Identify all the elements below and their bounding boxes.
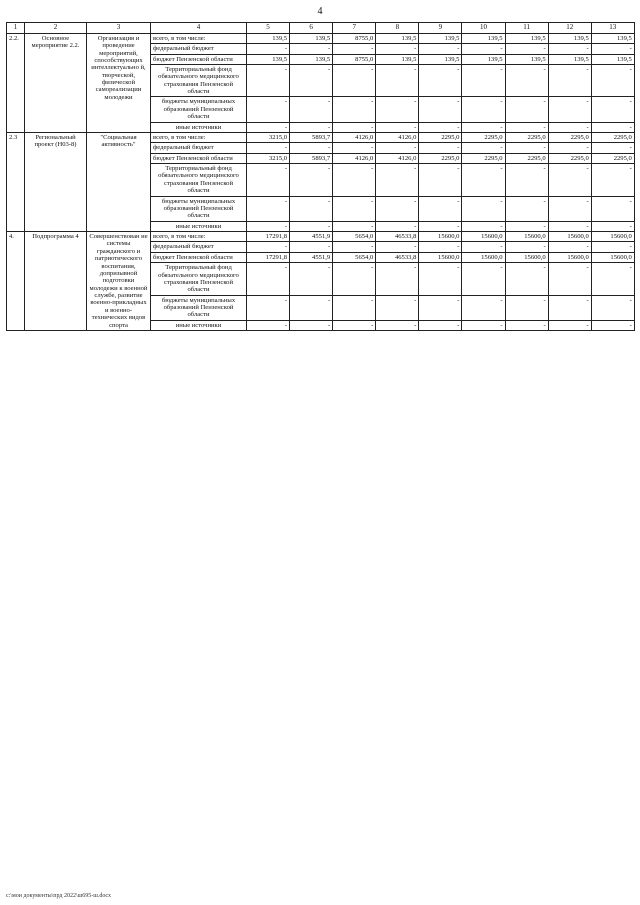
funding-value: -	[419, 44, 462, 54]
file-path-footer: c:\мои документы\прд 2022\ш695-ш.docx	[6, 893, 112, 899]
funding-value: 15600,0	[591, 232, 634, 242]
funding-value: 4126,0	[333, 132, 376, 142]
funding-value: -	[462, 64, 505, 97]
funding-value: -	[505, 242, 548, 252]
table-row	[7, 232, 635, 242]
funding-source: иные источники	[151, 221, 247, 231]
column-header-7: 7	[333, 23, 376, 34]
table-body	[7, 33, 635, 330]
funding-value: 139,5	[419, 33, 462, 43]
funding-value: -	[419, 242, 462, 252]
funding-value: -	[548, 122, 591, 132]
funding-value: -	[376, 44, 419, 54]
funding-value: -	[247, 164, 290, 197]
funding-value: -	[247, 221, 290, 231]
funding-value: -	[333, 97, 376, 122]
funding-source: всего, в том числе:	[151, 232, 247, 242]
funding-value: -	[290, 263, 333, 296]
column-header-9: 9	[419, 23, 462, 34]
funding-value: -	[462, 196, 505, 221]
funding-value: -	[462, 295, 505, 320]
funding-value: -	[333, 263, 376, 296]
column-header-1: 1	[7, 23, 25, 34]
funding-value: -	[505, 320, 548, 330]
funding-value: -	[548, 196, 591, 221]
funding-source: иные источники	[151, 320, 247, 330]
funding-value: -	[591, 64, 634, 97]
funding-source: бюджеты муниципальных образований Пензенской области	[151, 196, 247, 221]
funding-source: иные источники	[151, 122, 247, 132]
funding-value: 139,5	[548, 54, 591, 64]
program-description: Организация и проведение мероприятий, способствующих интеллектуально й, творческой, физической самореализации молодежи	[87, 33, 151, 132]
funding-value: 139,5	[591, 54, 634, 64]
funding-value: -	[376, 64, 419, 97]
funding-value: -	[505, 263, 548, 296]
funding-value: -	[247, 196, 290, 221]
funding-value: -	[333, 143, 376, 153]
funding-source: бюджеты муниципальных образований Пензенской области	[151, 295, 247, 320]
funding-source: федеральный бюджет	[151, 44, 247, 54]
funding-value: 2295,0	[419, 132, 462, 142]
funding-value: -	[505, 221, 548, 231]
funding-value: -	[419, 97, 462, 122]
funding-value: -	[333, 320, 376, 330]
program-name: Подпрограмма 4	[25, 232, 87, 331]
funding-value: 139,5	[376, 54, 419, 64]
funding-value: -	[419, 196, 462, 221]
funding-source: всего, в том числе:	[151, 33, 247, 43]
funding-value: -	[462, 242, 505, 252]
funding-value: 139,5	[462, 54, 505, 64]
funding-value: -	[505, 143, 548, 153]
funding-value: -	[290, 295, 333, 320]
funding-value: -	[376, 97, 419, 122]
funding-source: бюджет Пензенской области	[151, 153, 247, 163]
funding-value: -	[290, 97, 333, 122]
funding-value: 17291,8	[247, 232, 290, 242]
funding-value: 2295,0	[462, 132, 505, 142]
funding-value: -	[505, 44, 548, 54]
funding-value: -	[376, 320, 419, 330]
funding-value: 5654,0	[333, 232, 376, 242]
funding-value: -	[290, 242, 333, 252]
funding-value: -	[333, 242, 376, 252]
funding-value: 139,5	[376, 33, 419, 43]
funding-value: 15600,0	[548, 232, 591, 242]
funding-value: 2295,0	[505, 132, 548, 142]
funding-value: -	[462, 44, 505, 54]
program-description: "Социальная активность"	[87, 132, 151, 231]
funding-value: -	[247, 295, 290, 320]
funding-value: 139,5	[419, 54, 462, 64]
funding-value: -	[548, 64, 591, 97]
funding-value: -	[247, 122, 290, 132]
funding-value: -	[419, 64, 462, 97]
funding-value: -	[591, 143, 634, 153]
funding-value: -	[462, 97, 505, 122]
funding-value: -	[548, 295, 591, 320]
row-code: 4.	[7, 232, 25, 331]
funding-value: 4551,9	[290, 232, 333, 242]
funding-value: -	[290, 320, 333, 330]
funding-value: -	[591, 320, 634, 330]
funding-source: федеральный бюджет	[151, 143, 247, 153]
funding-value: -	[548, 164, 591, 197]
funding-value: 15600,0	[462, 252, 505, 262]
funding-value: -	[419, 164, 462, 197]
column-header-8: 8	[376, 23, 419, 34]
column-header-12: 12	[548, 23, 591, 34]
funding-value: -	[419, 320, 462, 330]
program-name: Региональный проект (Н03-8)	[25, 132, 87, 231]
column-header-13: 13	[591, 23, 634, 34]
funding-value: 46533,8	[376, 252, 419, 262]
funding-value: -	[247, 143, 290, 153]
funding-value: -	[591, 97, 634, 122]
funding-value: 139,5	[505, 54, 548, 64]
funding-value: 2295,0	[419, 153, 462, 163]
funding-value: 4551,9	[290, 252, 333, 262]
funding-value: -	[333, 221, 376, 231]
funding-value: -	[333, 122, 376, 132]
funding-value: 2295,0	[505, 153, 548, 163]
funding-source: бюджет Пензенской области	[151, 252, 247, 262]
funding-value: -	[591, 263, 634, 296]
funding-value: -	[419, 143, 462, 153]
funding-value: 139,5	[290, 54, 333, 64]
funding-value: -	[505, 97, 548, 122]
funding-value: -	[290, 64, 333, 97]
header-row	[7, 23, 635, 34]
funding-value: -	[333, 164, 376, 197]
funding-source: федеральный бюджет	[151, 242, 247, 252]
funding-value: 46533,8	[376, 232, 419, 242]
funding-value: -	[591, 221, 634, 231]
funding-value: 8755,0	[333, 33, 376, 43]
funding-value: -	[376, 143, 419, 153]
funding-value: -	[505, 196, 548, 221]
funding-value: 139,5	[505, 33, 548, 43]
funding-value: -	[591, 44, 634, 54]
funding-value: 15600,0	[462, 232, 505, 242]
funding-value: -	[376, 295, 419, 320]
funding-value: -	[548, 242, 591, 252]
funding-value: 4126,0	[333, 153, 376, 163]
program-name: Основное мероприятие 2.2.	[25, 33, 87, 132]
funding-value: 2295,0	[548, 132, 591, 142]
funding-value: -	[247, 44, 290, 54]
funding-value: -	[290, 143, 333, 153]
budget-table	[6, 22, 635, 331]
funding-value: -	[247, 242, 290, 252]
funding-value: -	[462, 164, 505, 197]
funding-source: всего, в том числе:	[151, 132, 247, 142]
funding-value: 5654,0	[333, 252, 376, 262]
funding-value: 5893,7	[290, 132, 333, 142]
table-header	[7, 23, 635, 34]
funding-value: 139,5	[462, 33, 505, 43]
row-code: 2.3	[7, 132, 25, 231]
funding-value: -	[376, 164, 419, 197]
funding-value: -	[376, 122, 419, 132]
funding-source: Территориальный фонд обязательного медицинского страхования Пензенской области	[151, 64, 247, 97]
funding-value: 139,5	[591, 33, 634, 43]
funding-value: 2295,0	[462, 153, 505, 163]
funding-value: -	[462, 143, 505, 153]
funding-value: -	[247, 320, 290, 330]
funding-value: 139,5	[290, 33, 333, 43]
funding-value: 5893,7	[290, 153, 333, 163]
funding-value: 4126,0	[376, 153, 419, 163]
funding-value: -	[548, 97, 591, 122]
funding-value: -	[591, 164, 634, 197]
funding-value: -	[376, 263, 419, 296]
funding-value: -	[505, 64, 548, 97]
funding-value: 3215,0	[247, 132, 290, 142]
column-header-10: 10	[462, 23, 505, 34]
funding-value: -	[548, 320, 591, 330]
funding-value: 15600,0	[505, 252, 548, 262]
funding-value: -	[419, 221, 462, 231]
funding-value: -	[376, 196, 419, 221]
table-row	[7, 33, 635, 43]
funding-value: -	[591, 196, 634, 221]
funding-value: -	[333, 196, 376, 221]
column-header-2: 2	[25, 23, 87, 34]
funding-value: 139,5	[247, 33, 290, 43]
funding-value: -	[333, 64, 376, 97]
funding-value: 15600,0	[548, 252, 591, 262]
table-row	[7, 132, 635, 142]
funding-value: -	[591, 242, 634, 252]
funding-value: -	[290, 44, 333, 54]
funding-value: -	[548, 44, 591, 54]
funding-value: 15600,0	[591, 252, 634, 262]
funding-value: -	[505, 164, 548, 197]
funding-source: бюджеты муниципальных образований Пензенской области	[151, 97, 247, 122]
funding-value: -	[591, 122, 634, 132]
funding-value: 15600,0	[505, 232, 548, 242]
funding-value: 139,5	[247, 54, 290, 64]
funding-value: -	[290, 196, 333, 221]
column-header-11: 11	[505, 23, 548, 34]
funding-value: -	[462, 221, 505, 231]
funding-source: Территориальный фонд обязательного медицинского страхования Пензенской области	[151, 164, 247, 197]
funding-value: 15600,0	[419, 252, 462, 262]
funding-value: -	[462, 122, 505, 132]
funding-value: -	[462, 320, 505, 330]
column-header-5: 5	[247, 23, 290, 34]
program-description: Совершенствован ие системы гражданского и патриотического воспитания, допризывной подготовки молодежи к военной службе, развитие военно-прикладных и военно-технических видов спорта	[87, 232, 151, 331]
column-header-4: 4	[151, 23, 247, 34]
funding-value: -	[290, 221, 333, 231]
funding-value: 139,5	[548, 33, 591, 43]
funding-value: 2295,0	[591, 132, 634, 142]
column-header-6: 6	[290, 23, 333, 34]
funding-value: 15600,0	[419, 232, 462, 242]
funding-value: -	[505, 122, 548, 132]
funding-source: бюджет Пензенской области	[151, 54, 247, 64]
funding-value: -	[247, 97, 290, 122]
funding-value: -	[376, 221, 419, 231]
funding-value: 8755,0	[333, 54, 376, 64]
funding-value: 2295,0	[591, 153, 634, 163]
funding-value: -	[247, 64, 290, 97]
funding-value: -	[419, 122, 462, 132]
funding-value: -	[290, 164, 333, 197]
funding-value: -	[548, 263, 591, 296]
funding-value: 17291,8	[247, 252, 290, 262]
funding-value: -	[333, 295, 376, 320]
funding-value: -	[290, 122, 333, 132]
funding-value: 4126,0	[376, 132, 419, 142]
page-number: 4	[317, 6, 323, 17]
column-header-3: 3	[87, 23, 151, 34]
funding-value: -	[548, 143, 591, 153]
funding-source: Территориальный фонд обязательного медицинского страхования Пензенской области	[151, 263, 247, 296]
row-code: 2.2.	[7, 33, 25, 132]
funding-value: -	[419, 263, 462, 296]
funding-value: -	[419, 295, 462, 320]
funding-value: -	[376, 242, 419, 252]
funding-value: -	[462, 263, 505, 296]
funding-value: 2295,0	[548, 153, 591, 163]
funding-value: -	[333, 44, 376, 54]
funding-value: -	[591, 295, 634, 320]
funding-value: 3215,0	[247, 153, 290, 163]
funding-value: -	[505, 295, 548, 320]
funding-value: -	[548, 221, 591, 231]
funding-value: -	[247, 263, 290, 296]
